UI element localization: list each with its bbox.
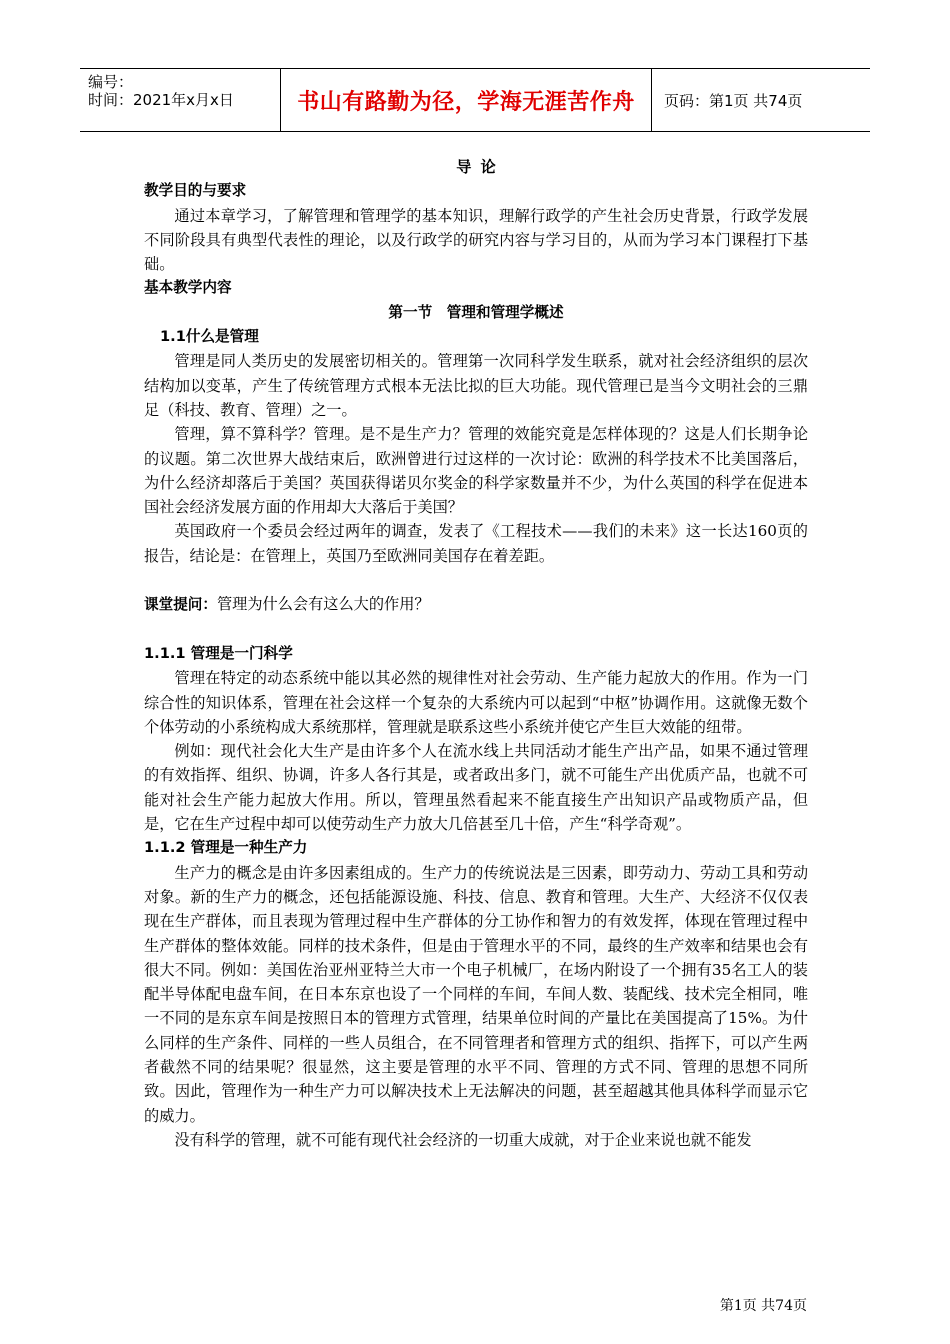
document-title: 导论 bbox=[456, 158, 505, 176]
question-text: 管理为什么会有这么大的作用？ bbox=[216, 595, 430, 614]
paragraph: 生产力的概念是由许多因素组成的。生产力的传统说法是三因素，即劳动力、劳动工具和劳动对象。新的生产力的概念，还包括能源设施、科技、信息、教育和管理。大生产、大经济不仅仅表现在生产群体，而且表现为管理过程中生产群体的分工协作和智力的有效发挥，体现在管理过程中生产群体的整体效能。同样的技术条件，但是由于管理水平的不同，最终的生产效率和结果也会有很大不同。例如：美国佐治亚州亚特兰大市一个电子机械厂，在场内附设了一个拥有35名工人的装配半导体配电盘车间，在日本东京也设了一个同样的车间，车间人数、装配线、技术完全相同，唯一不同的是东京车间是按照日本的管理方式管理，结果单位时间的产量比在美国提高了15%。为什么同样的生产条件、同样的一些人员组合，在不同管理者和管理方式的组织、指挥下，可以产生两者截然不同的结果呢？很显然，这主要是管理的水平不同、管理的方式不同、管理的思想不同所致。因此，管理作为一种生产力可以解决技术上无法解决的问题，甚至超越其他具体科学而显示它的威力。 bbox=[144, 863, 808, 1125]
header-page-label: 页码：第1页 共74页 bbox=[664, 91, 803, 110]
page-header bbox=[80, 68, 870, 132]
heading-1-1: 1.1什么是管理 bbox=[160, 328, 259, 346]
heading-content: 基本教学内容 bbox=[144, 279, 232, 297]
spacer bbox=[144, 618, 808, 642]
class-question bbox=[144, 592, 808, 617]
heading-objectives: 教学目的与要求 bbox=[144, 182, 247, 200]
page-footer: 第1页 共74页 bbox=[719, 1298, 807, 1314]
header-meta bbox=[80, 69, 280, 131]
paragraph: 管理在特定的动态系统中能以其必然的规律性对社会劳动、生产能力起放大的作用。作为一门综合性的知识体系，管理在社会这样一个复杂的大系统内可以起到“中枢”协调作用。这就像无数个个体劳动的小系统构成大系统那样，管理就是联系这些小系统并使它产生巨大效能的纽带。 bbox=[144, 669, 808, 736]
question-label: 课堂提问： bbox=[144, 596, 217, 614]
header-motto-cell bbox=[280, 69, 652, 131]
motto: 书山有路勤为径，学海无涯苦作舟 bbox=[297, 89, 635, 115]
header-page-cell bbox=[652, 69, 870, 131]
paragraph: 英国政府一个委员会经过两年的调查，发表了《工程技术——我们的未来》这一长达160页的报告，结论是：在管理上，英国乃至欧洲同美国存在着差距。 bbox=[144, 522, 808, 565]
number-label: 编号： bbox=[88, 73, 134, 91]
paragraph-objectives: 通过本章学习，了解管理和管理学的基本知识，理解行政学的产生社会历史背景，行政学发展不同阶段具有典型代表性的理论，以及行政学的研究内容与学习目的，从而为学习本门课程打下基础。 bbox=[144, 206, 808, 274]
paragraph: 管理是同人类历史的发展密切相关的。管理第一次同科学发生联系，就对社会经济组织的层次结构加以变革，产生了传统管理方式根本无法比拟的巨大功能。现代管理已是当今文明社会的三鼎足（科技、教育、管理）之一。 bbox=[144, 352, 808, 419]
paragraph: 没有科学的管理，就不可能有现代社会经济的一切重大成就，对于企业来说也就不能发 bbox=[174, 1130, 752, 1149]
heading-1-1-1: 1.1.1 管理是一门科学 bbox=[144, 644, 293, 662]
document-body bbox=[144, 155, 808, 1152]
spacer bbox=[144, 568, 808, 592]
paragraph: 管理，算不算科学？管理。是不是生产力？管理的效能究竟是怎样体现的？这是人们长期争论的议题。第二次世界大战结束后，欧洲曾进行过这样的一次讨论：欧洲的科学技术不比美国落后，为什么经济却落后于美国？英国获得诺贝尔奖金的科学家数量并不少，为什么英国的科学在促进本国社会经济发展方面的作用却大大落后于美国？ bbox=[144, 425, 808, 517]
section-title: 第一节 管理和管理学概述 bbox=[388, 303, 564, 321]
heading-1-1-2: 1.1.2 管理是一种生产力 bbox=[144, 839, 308, 857]
time-label: 时间：2021年x月x日 bbox=[88, 91, 234, 109]
paragraph: 例如：现代社会化大生产是由许多个人在流水线上共同活动才能生产出产品，如果不通过管理的有效指挥、组织、协调，许多人各行其是，或者政出多门，就不可能生产出优质产品，也就不可能对社会生产能力起放大作用。所以，管理虽然看起来不能直接生产出知识产品或物质产品，但是，它在生产过程中却可以使劳动生产力放大几倍甚至几十倍，产生“科学奇观”。 bbox=[144, 742, 808, 834]
